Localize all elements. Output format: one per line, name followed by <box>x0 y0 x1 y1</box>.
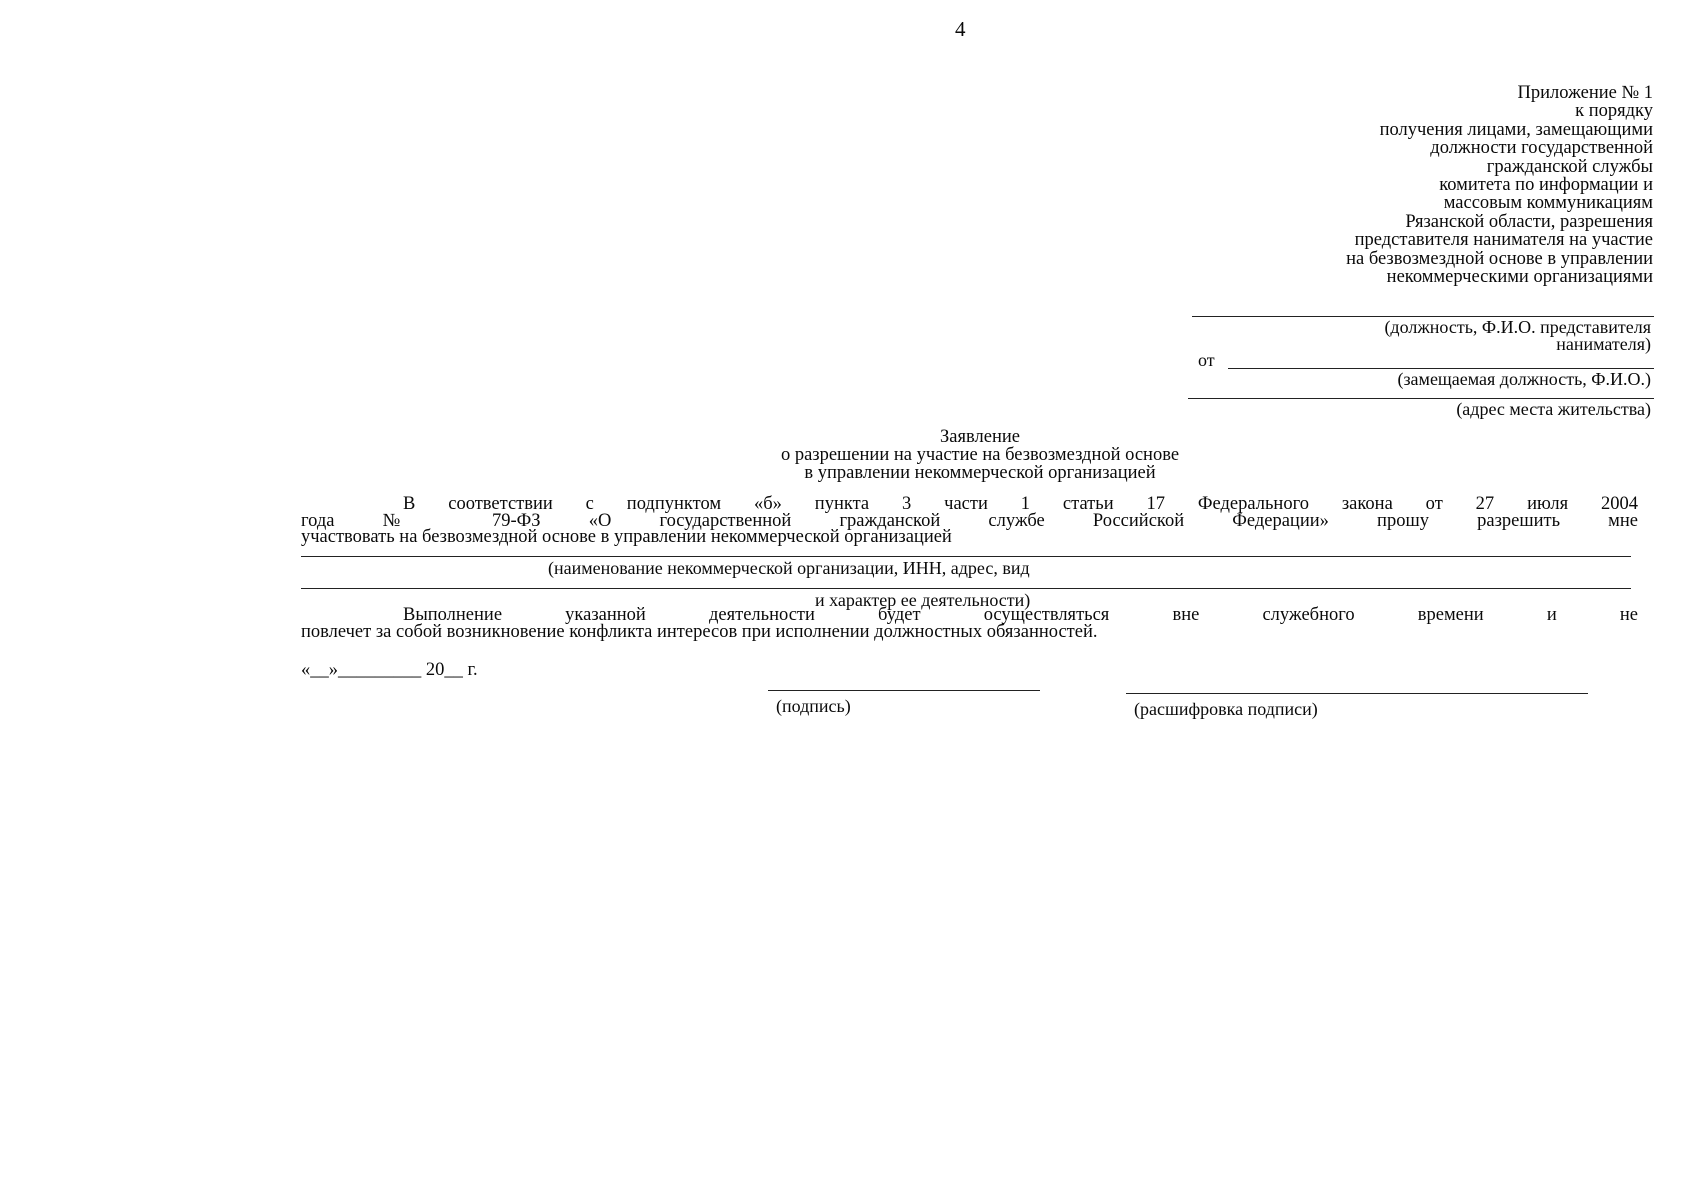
title-line: в управлении некоммерческой организацией <box>804 463 1156 483</box>
signature-decoding-line[interactable] <box>1126 693 1588 694</box>
organization-line[interactable] <box>301 556 1631 557</box>
signature-decoding-hint: (расшифровка подписи) <box>1134 699 1318 719</box>
title-line: Заявление <box>940 427 1020 447</box>
paragraph-line: Выполнение указанной деятельности будет осуществляться вне служебного времени и не <box>403 605 1638 625</box>
appendix-line: Рязанской области, разрешения <box>1405 211 1653 232</box>
addressee-hint: (должность, Ф.И.О. представителя <box>1384 317 1651 337</box>
signature-line[interactable] <box>768 690 1040 691</box>
appendix-line: комитета по информации и <box>1439 175 1653 196</box>
appendix-line: Приложение № 1 <box>1517 83 1653 103</box>
appendix-line: получения лицами, замещающими <box>1379 119 1653 140</box>
organization-hint: (наименование некоммерческой организации, ИНН, адрес, вид <box>548 558 1030 578</box>
appendix-line: должности государственной <box>1430 138 1653 159</box>
date-field[interactable]: «__»_________ 20__ г. <box>301 660 478 680</box>
from-label: от <box>1198 350 1215 370</box>
organization-line-2[interactable] <box>301 588 1631 589</box>
request-paragraph <box>301 496 1638 546</box>
addressee-hint-cont: нанимателя) <box>1556 334 1651 354</box>
organization-hint-cont: и характер ее деятельности) <box>815 590 1031 610</box>
appendix-line: массовым коммуникациям <box>1443 193 1653 214</box>
address-hint: (адрес места жительства) <box>1456 399 1651 419</box>
page-number: 4 <box>955 17 966 41</box>
signature-hint: (подпись) <box>776 696 851 716</box>
applicant-hint: (замещаемая должность, Ф.И.О.) <box>1397 369 1651 389</box>
appendix-header <box>1013 84 1653 286</box>
paragraph-line: повлечет за собой возникновение конфликта интересов при исполнении должностных обязанностей. <box>301 621 1098 642</box>
appendix-line: гражданской службы <box>1486 156 1653 177</box>
appendix-line: к порядку <box>1575 101 1653 122</box>
appendix-line: на безвозмездной основе в управлении <box>1346 248 1653 269</box>
paragraph-line: В соответствии с подпунктом «б» пункта 3 части 1 статьи 17 Федерального закона от 27 июля 2004 <box>403 494 1638 514</box>
statement-title <box>640 428 1320 482</box>
appendix-line: некоммерческими организациями <box>1386 267 1653 288</box>
paragraph-line: года № 79-ФЗ «О государственной гражданской службе Российской Федерации» прошу разрешить мне <box>301 510 1638 531</box>
title-line: о разрешении на участие на безвозмездной основе <box>780 445 1180 465</box>
conflict-paragraph <box>301 607 1638 640</box>
appendix-line: представителя нанимателя на участие <box>1354 230 1653 251</box>
paragraph-line: участвовать на безвозмездной основе в управлении некоммерческой организацией <box>301 527 952 547</box>
